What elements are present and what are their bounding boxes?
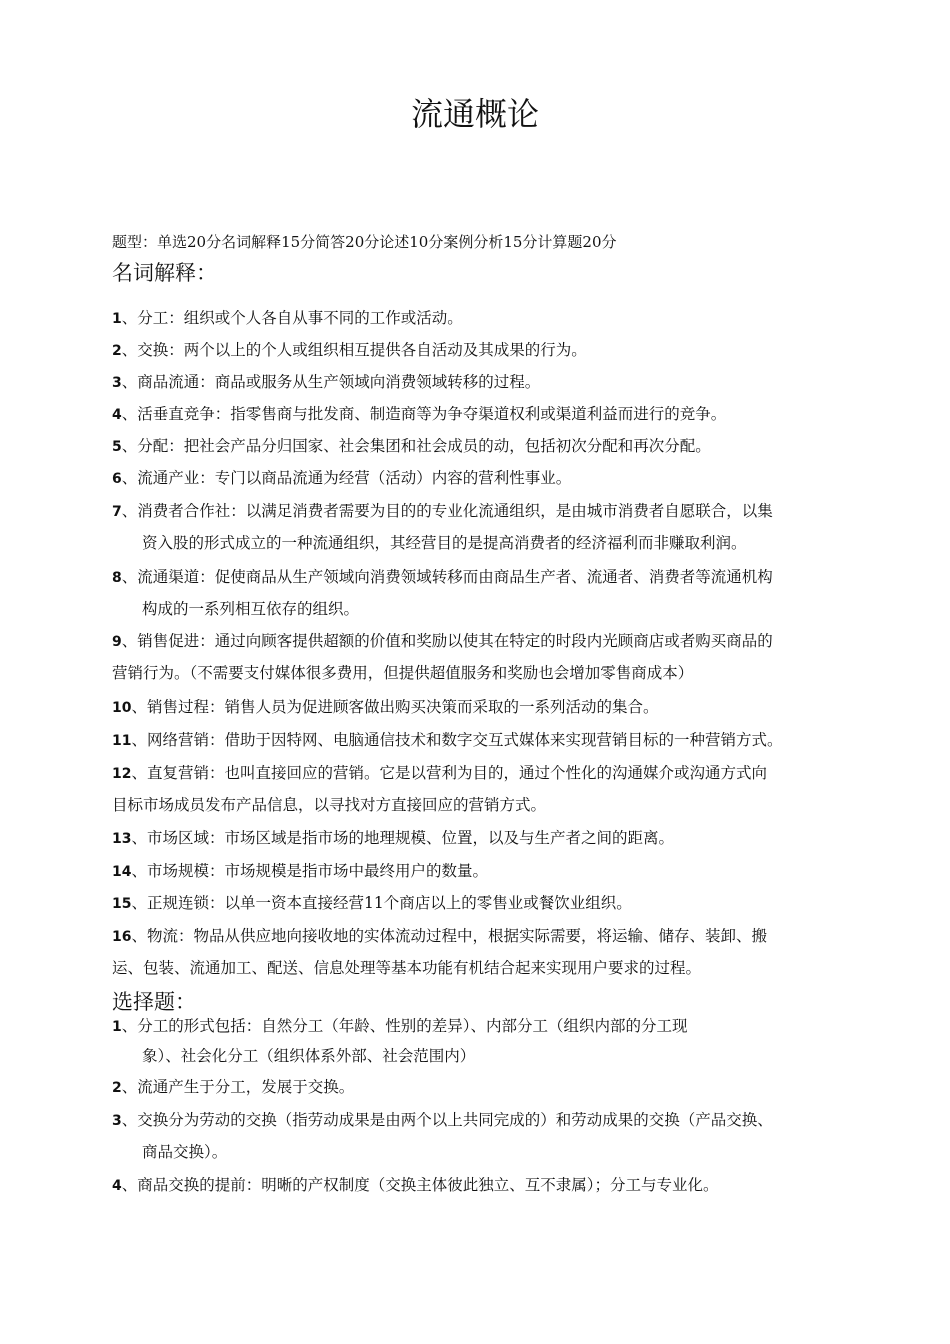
item-text: 、物流：物品从供应地向接收地的实体流动过程中，根据实际需要，将运输、储存、装卸、搬: [131, 927, 767, 945]
item-number: 1: [112, 311, 122, 327]
item-number: 3: [112, 1113, 122, 1129]
item-number: 4: [112, 1178, 122, 1194]
item-number: 12: [112, 766, 132, 782]
item-text: 、市场区域：市场区域是指市场的地理规模、位置，以及与生产者之间的距离。: [131, 829, 674, 847]
definition-item-15: [112, 887, 842, 919]
item-text: 、分工的形式包括：自然分工（年龄、性别的差异）、内部分工（组织内部的分工现: [121, 1017, 688, 1035]
definition-item-12: [112, 757, 842, 821]
item-number: 2: [112, 343, 122, 359]
item-text: 、活垂直竞争：指零售商与批发商、制造商等为争夺渠道权利或渠道利益而进行的竞争。: [121, 405, 727, 423]
definition-item-8: [112, 561, 842, 625]
item-number: 5: [112, 439, 122, 455]
item-text: 、市场规模：市场规模是指市场中最终用户的数量。: [131, 862, 488, 880]
item-text: 、正规连锁：以单一资本直接经营11个商店以上的零售业或餐饮业组织。: [131, 894, 632, 912]
item-number: 13: [112, 831, 132, 847]
item-number: 1: [112, 1019, 122, 1035]
item-text: 、商品流通：商品或服务从生产领域向消费领域转移的过程。: [121, 373, 541, 391]
item-text: 、消费者合作社：以满足消费者需要为目的的专业化流通组织，是由城市消费者自愿联合，以集: [121, 502, 773, 520]
item-text: 、流通渠道：促使商品从生产领域向消费领域转移而由商品生产者、流通者、消费者等流通机构: [121, 568, 773, 586]
item-text: 、流通产生于分工，发展于交换。: [121, 1078, 355, 1096]
item-text-continued: 运、包装、流通加工、配送、信息处理等基本功能有机结合起来实现用户要求的过程。: [112, 959, 702, 977]
definition-item-16: [112, 920, 842, 984]
item-text: 、分配：把社会产品分归国家、社会集团和社会成员的动，包括初次分配和再次分配。: [121, 437, 711, 455]
item-text: 、交换：两个以上的个人或组织相互提供各自活动及其成果的行为。: [121, 341, 587, 359]
choice-item-3: [112, 1104, 842, 1168]
item-text-continued: 构成的一系列相互依存的组织。: [142, 600, 360, 618]
item-number: 6: [112, 471, 122, 487]
item-text-continued: 象）、社会化分工（组织体系外部、社会范围内）: [142, 1047, 476, 1065]
definition-item-5: [112, 430, 842, 462]
item-text-continued: 资入股的形式成立的一种流通组织，其经营目的是提高消费者的经济福利而非赚取利润。: [142, 534, 747, 552]
choice-item-4: [112, 1169, 842, 1201]
choice-item-2: [112, 1071, 842, 1103]
definition-item-3: [112, 366, 842, 398]
choice-heading: 选择题：: [112, 990, 196, 1014]
item-text: 、直复营销：也叫直接回应的营销。它是以营利为目的，通过个性化的沟通媒介或沟通方式向: [131, 764, 767, 782]
item-text: 、销售过程：销售人员为促进顾客做出购买决策而采取的一系列活动的集合。: [131, 698, 659, 716]
definition-item-1: [112, 302, 842, 334]
item-text: 、商品交换的提前：明晰的产权制度（交换主体彼此独立、互不隶属）；分工与专业化。: [121, 1176, 719, 1194]
item-number: 2: [112, 1080, 122, 1096]
definition-item-9: [112, 625, 842, 689]
definition-item-7: [112, 495, 842, 559]
item-number: 8: [112, 570, 122, 586]
item-number: 4: [112, 407, 122, 423]
definition-item-10: [112, 691, 842, 723]
item-number: 3: [112, 375, 122, 391]
item-text: 、分工：组织或个人各自从事不同的工作或活动。: [121, 309, 463, 327]
definition-item-2: [112, 334, 842, 366]
item-text-continued: 商品交换）。: [142, 1143, 228, 1161]
question-types: 题型：单选20分名词解释15分简答20分论述10分案例分析15分计算题20分: [112, 233, 617, 251]
item-text: 、交换分为劳动的交换（指劳动成果是由两个以上共同完成的）和劳动成果的交换（产品交换、: [121, 1111, 773, 1129]
definition-item-11: [112, 724, 842, 756]
choice-item-1: [112, 1011, 842, 1071]
item-number: 11: [112, 733, 132, 749]
item-number: 16: [112, 929, 132, 945]
definition-item-4: [112, 398, 842, 430]
item-text: 、网络营销：借助于因特网、电脑通信技术和数字交互式媒体来实现营销目标的一种营销方式。: [131, 731, 783, 749]
item-text: 、流通产业：专门以商品流通为经营（活动）内容的营利性事业。: [121, 469, 572, 487]
definition-item-13: [112, 822, 842, 854]
item-number: 9: [112, 634, 122, 650]
definitions-heading: 名词解释：: [112, 261, 217, 285]
item-number: 15: [112, 896, 132, 912]
item-text-continued: 目标市场成员发布产品信息，以寻找对方直接回应的营销方式。: [112, 796, 547, 814]
item-text: 、销售促进：通过向顾客提供超额的价值和奖励以使其在特定的时段内光顾商店或者购买商品的: [121, 632, 773, 650]
page-title: 流通概论: [410, 95, 539, 133]
item-number: 10: [112, 700, 132, 716]
item-text-continued: 营销行为。（不需要支付媒体很多费用，但提供超值服务和奖励也会增加零售商成本）: [112, 664, 694, 682]
item-number: 14: [112, 864, 132, 880]
item-number: 7: [112, 504, 122, 520]
definition-item-6: [112, 462, 842, 494]
definition-item-14: [112, 855, 842, 887]
